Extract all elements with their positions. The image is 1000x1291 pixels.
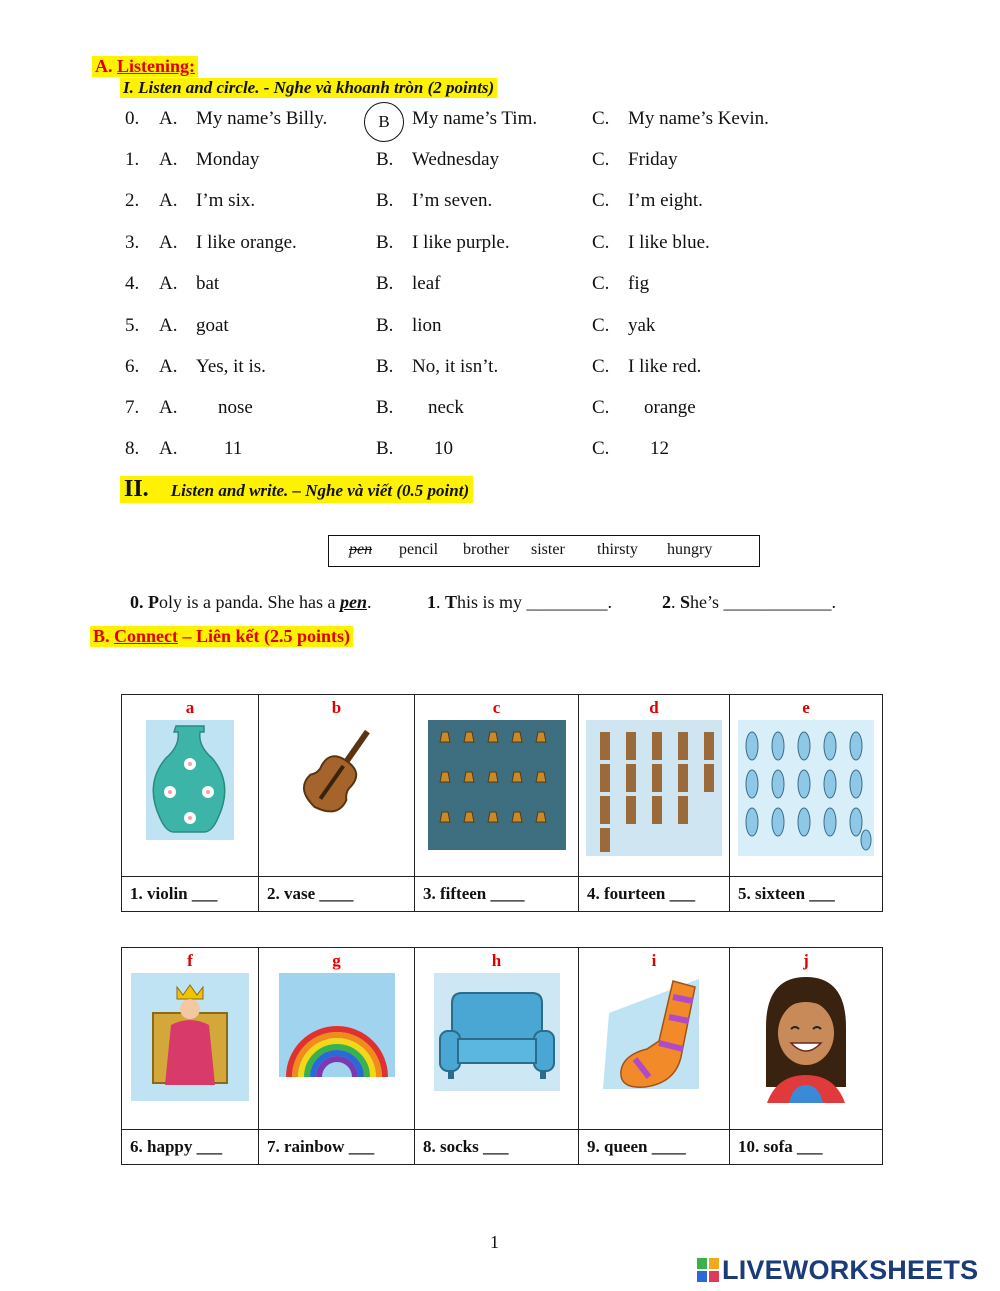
section-b-title: Connect [114, 626, 179, 646]
option-c-letter: C. [592, 149, 610, 170]
sentence-1-text: his is my _________. [457, 592, 613, 612]
option-b-letter: B. [376, 190, 394, 211]
option-b-text: lion [412, 315, 442, 336]
picture-cell-a [122, 695, 259, 877]
section-a-title: Listening: [117, 56, 196, 76]
sentence-0-text: oly is a panda. She has a [159, 592, 340, 612]
picture-cell-b [259, 695, 415, 877]
option-b-text: My name’s Tim. [412, 108, 538, 129]
option-b-text: 10 [434, 438, 453, 459]
logo-icon [697, 1258, 719, 1282]
option-c-text: orange [644, 397, 696, 418]
section-a-heading [92, 56, 198, 77]
picture-cell-h [415, 948, 579, 1130]
word-bank-item: sister [531, 541, 565, 558]
option-c-letter: C. [592, 273, 610, 294]
sofa-picture [434, 973, 560, 1091]
option-c-text: I like red. [628, 356, 702, 377]
option-b-letter: B. [376, 438, 394, 459]
page-number: 1 [490, 1232, 499, 1252]
label-cell: 2. vase ____ [259, 877, 415, 912]
picture-cell-c [415, 695, 579, 877]
picture-letter: i [651, 951, 657, 970]
picture-letter: b [331, 698, 342, 717]
option-b-text: No, it isn’t. [412, 356, 499, 377]
option-a-text: I like orange. [196, 232, 297, 253]
option-c-text: My name’s Kevin. [628, 108, 769, 129]
vase-picture [146, 720, 234, 840]
happy-girl-picture [753, 973, 859, 1103]
question-number: 2. [125, 190, 140, 211]
picture-letter: d [649, 698, 659, 717]
question-number: 6. [125, 356, 140, 377]
sentence-0-num: 0. [130, 592, 148, 612]
question-number: 5. [125, 315, 140, 336]
part-ii-title: Listen and write. – Nghe và viết (0.5 point) [170, 481, 470, 500]
sentence-2-cap: S [680, 592, 691, 612]
sentence-2-num: 2 [662, 592, 671, 612]
sentence-0-answer: pen [339, 592, 367, 612]
picture-cell-e [730, 695, 883, 877]
picture-letter: f [187, 951, 193, 970]
word-bank-item: thirsty [597, 541, 638, 558]
option-a-letter: A. [159, 108, 178, 129]
option-a-letter: A. [159, 273, 178, 294]
label-cell: 4. fourteen ___ [579, 877, 730, 912]
option-a-text: I’m six. [196, 190, 256, 211]
option-b-letter: B. [376, 397, 394, 418]
option-b-letter: B. [376, 273, 394, 294]
word-bank-item: hungry [667, 541, 713, 558]
option-c-text: I like blue. [628, 232, 710, 253]
part-ii-number: II. [124, 476, 149, 502]
word-bank-item: pencil [399, 541, 439, 558]
picture-letter: g [332, 951, 341, 970]
option-b-text: I’m seven. [412, 190, 493, 211]
question-number: 1. [125, 149, 140, 170]
sentence-1-num: 1 [427, 592, 436, 612]
option-a-letter: A. [159, 438, 178, 459]
picture-letter: c [492, 698, 501, 717]
label-cell: 1. violin ___ [122, 877, 259, 912]
option-b-text: leaf [412, 273, 441, 294]
label-cell: 3. fifteen ____ [415, 877, 579, 912]
queen-picture [131, 973, 249, 1101]
logo-text: LIVEWORKSHEETS [722, 1255, 979, 1285]
option-c-text: Friday [628, 149, 678, 170]
option-a-letter: A. [159, 190, 178, 211]
label-cell: 9. queen ____ [579, 1130, 730, 1165]
connect-table-2 [121, 947, 883, 1165]
question-number: 4. [125, 273, 140, 294]
sentence-1-dot: . [436, 592, 445, 612]
sentence-2-text: he’s ____________. [690, 592, 837, 612]
question-number: 0. [125, 108, 140, 129]
option-b-letter: B. [376, 315, 394, 336]
picture-cell-g [259, 948, 415, 1130]
question-number: 3. [125, 232, 140, 253]
picture-letter: a [185, 698, 195, 717]
option-c-letter: C. [592, 438, 610, 459]
option-a-text: nose [218, 397, 253, 418]
option-a-text: goat [196, 315, 229, 336]
picture-letter: h [491, 951, 502, 970]
picture-cell-j [730, 948, 883, 1130]
word-bank-item: pen [349, 541, 373, 558]
option-b-letter: B. [376, 149, 394, 170]
picture-cell-i [579, 948, 730, 1130]
label-cell: 7. rainbow ___ [259, 1130, 415, 1165]
option-a-letter: A. [159, 356, 178, 377]
section-a-letter: A. [95, 56, 113, 76]
option-c-letter: C. [592, 397, 610, 418]
option-b-text: Wednesday [412, 149, 500, 170]
option-a-text: 11 [224, 438, 243, 459]
label-cell: 6. happy ___ [122, 1130, 259, 1165]
option-c-text: 12 [650, 438, 669, 459]
question-number: 7. [125, 397, 140, 418]
section-b-heading [90, 626, 353, 647]
word-bank-item: brother [463, 541, 510, 558]
option-a-letter: A. [159, 232, 178, 253]
option-c-letter: C. [592, 315, 610, 336]
connect-table-1 [121, 694, 883, 912]
rainbow-picture [279, 973, 395, 1077]
word-bank [328, 535, 760, 567]
liveworksheets-logo[interactable] [697, 1255, 978, 1286]
part-i-heading: I. Listen and circle. - Nghe và khoanh tròn (2 points) [120, 78, 497, 98]
option-b-letter: B. [376, 232, 394, 253]
answer-circle [364, 102, 404, 142]
picture-letter: j [803, 951, 809, 970]
sentence-0-end: . [366, 592, 372, 612]
option-c-letter: C. [592, 190, 610, 211]
label-cell: 10. sofa ___ [730, 1130, 883, 1165]
label-cell: 8. socks ___ [415, 1130, 579, 1165]
label-cell: 5. sixteen ___ [730, 877, 883, 912]
option-b-letter: B. [376, 356, 394, 377]
question-number: 8. [125, 438, 140, 459]
sentence-2-dot: . [671, 592, 680, 612]
sentence-0 [130, 592, 371, 613]
option-a-text: Yes, it is. [196, 356, 266, 377]
option-a-letter: A. [159, 315, 178, 336]
sentence-0-cap: P [148, 592, 159, 612]
option-a-text: bat [196, 273, 220, 294]
option-c-text: yak [628, 315, 656, 336]
option-c-letter: C. [592, 356, 610, 377]
picture-cell-d [579, 695, 730, 877]
sentence-2 [662, 592, 836, 613]
sentence-1 [427, 592, 612, 613]
picture-letter: e [802, 698, 810, 717]
option-b-text: neck [428, 397, 464, 418]
option-c-text: I’m eight. [628, 190, 703, 211]
sentence-1-cap: T [445, 592, 458, 612]
fifteen-picture [428, 720, 566, 850]
sixteen-picture [738, 720, 874, 856]
option-a-text: My name’s Billy. [196, 108, 328, 129]
picture-cell-f [122, 948, 259, 1130]
option-c-text: fig [628, 273, 650, 294]
option-a-letter: A. [159, 397, 178, 418]
option-b-text: I like purple. [412, 232, 510, 253]
circled-option: B [378, 112, 390, 131]
part-ii-heading [120, 476, 473, 503]
sock-picture [599, 973, 709, 1101]
section-b-rest: – Liên kết (2.5 points) [178, 626, 351, 646]
option-a-letter: A. [159, 149, 178, 170]
option-a-text: Monday [196, 149, 260, 170]
option-c-letter: C. [592, 108, 610, 129]
violin-picture [297, 720, 377, 830]
fourteen-picture [586, 720, 722, 856]
section-b-letter: B. [93, 626, 115, 646]
option-c-letter: C. [592, 232, 610, 253]
